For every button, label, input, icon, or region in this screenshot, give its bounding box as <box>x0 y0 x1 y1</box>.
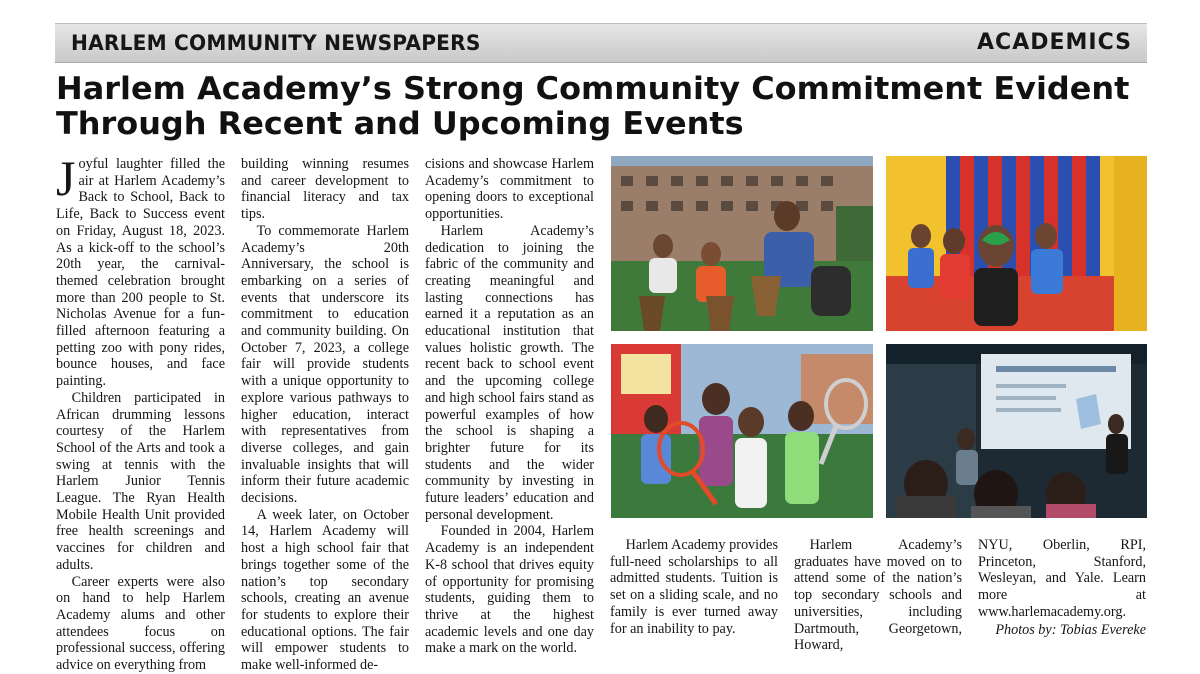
face-painting-bounce-house-photo <box>886 156 1147 331</box>
section-name: ACADEMICS <box>977 30 1132 55</box>
photo-credit: Photos by: Tobias Evereke <box>995 621 1146 638</box>
article-column-5 <box>794 537 962 654</box>
paragraph-high-school-fair: A week later, on October 14, Harlem Academy will host a high school fair that brings together some of the nation’s top secondary schools, creating an avenue for students to explore their educational options. The fair will empower students to make well-informed de- <box>241 506 409 674</box>
paragraph-career-cont: building winning resumes and career development to financial literacy and tax tips. <box>241 156 409 223</box>
paragraph-graduates: Harlem Academy’s graduates have moved on to attend some of the nation’s top secondary schools and universities, including Dartmouth, Georgetown, Howard, <box>794 537 962 654</box>
paragraph-fair-cont: cisions and showcase Harlem Academy’s commitment to opening doors to exceptional opportunities. <box>425 156 594 223</box>
article-column-1 <box>56 150 225 674</box>
paragraph-scholarships: Harlem Academy provides full-need scholarships to all admitted students. Tuition is set on a sliding scale, and no family is ever turned away for an inability to pay. <box>610 537 778 637</box>
article-column-3 <box>425 156 594 657</box>
paper-name: HARLEM COMMUNITY NEWSPAPERS <box>71 31 481 55</box>
article-column-4 <box>610 537 778 637</box>
paragraph-founded: Founded in 2004, Harlem Academy is an independent K-8 school that drives equity of opportunity for promising students, guiding them to thrive at the highest academic levels and one day make a mark on the world. <box>425 523 594 657</box>
paragraph-children: Children participated in African drumming lessons courtesy of the Harlem School of the Arts and took a swing at tennis with the Harlem Junior Tennis League. The Ryan Health Mobile Health Unit provided free health screenings and vaccines for children and adults. <box>56 389 225 573</box>
dropcap: J <box>56 150 76 206</box>
tennis-rackets-children-photo <box>611 344 873 518</box>
paragraph-anniversary: To commemorate Harlem Academy’s 20th Anniversary, the school is embarking on a series of events that underscore its commitment to education and community building. On October 7, 2023, a college fair will provide students with a unique opportunity to explore various pathways to higher education, interact with representatives from diverse colleges, and gain invaluable insights that will inform their future academic decisions. <box>241 222 409 507</box>
newspaper-banner <box>55 23 1147 63</box>
drumming-lesson-photo <box>611 156 873 331</box>
paragraph-intro-text: oyful laughter filled the air at Harlem Academy’s Back to School, Back to Life, Back to Success event on Friday, August 18, 2023. As a kick-off to the school’s 20th year, the carnival-themed celebration brought more than 200 people to St. Nicholas Avenue for a fun-filled afternoon featuring a petting zoo with pony rides, bounce houses, and face painting. <box>56 156 225 390</box>
article-column-2 <box>241 156 409 674</box>
headline <box>56 72 1156 142</box>
headline-line-2: Through Recent and Upcoming Events <box>56 106 744 142</box>
headline-line-1: Harlem Academy’s Strong Community Commitment Evident <box>56 71 1130 107</box>
paragraph-graduates-cont: NYU, Oberlin, RPI, Princeton, Stanford, Wesleyan, and Yale. Learn more at www.harlemacademy.org. <box>978 537 1146 620</box>
article-column-6 <box>978 537 1146 637</box>
paragraph-career: Career experts were also on hand to help Harlem Academy alums and other attendees focus on professional success, offering advice on everything from <box>56 573 225 674</box>
paragraph-intro <box>56 150 225 390</box>
paragraph-dedication: Harlem Academy’s dedication to joining the fabric of the community and creating meaningful and lasting connections has earned it a reputation as an educational institution that values holistic growth. The recent back to school event and the upcoming college and high school fairs stand as powerful examples of how the school is shaping a brighter future for its students and the wider community by investing in future leaders’ education and personal development. <box>425 222 594 523</box>
career-presentation-photo <box>886 344 1147 518</box>
